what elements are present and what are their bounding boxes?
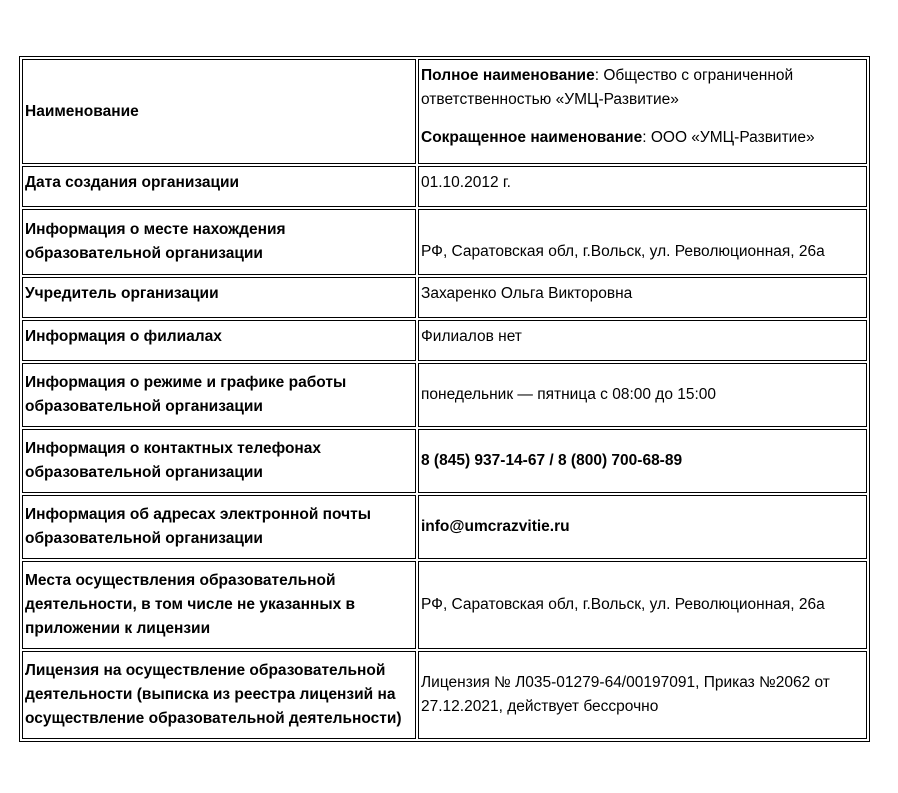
- value-location: РФ, Саратовская обл, г.Вольск, ул. Революционная, 26а: [418, 209, 867, 275]
- value-activity-places: РФ, Саратовская обл, г.Вольск, ул. Революционная, 26а: [418, 561, 867, 649]
- label-founder: Учредитель организации: [22, 277, 416, 318]
- short-name-value: : ООО «УМЦ-Развитие»: [642, 129, 815, 146]
- table-row: [22, 363, 867, 427]
- value-phones: 8 (845) 937-14-67 / 8 (800) 700-68-89: [418, 429, 867, 493]
- organization-info-table: [19, 56, 870, 742]
- table-row: [22, 651, 867, 739]
- label-branches: Информация о филиалах: [22, 320, 416, 361]
- value-email: info@umcrazvitie.ru: [418, 495, 867, 559]
- table-row: [22, 209, 867, 275]
- full-name: [421, 64, 864, 112]
- table-row: [22, 166, 867, 207]
- label-name: Наименование: [22, 59, 416, 164]
- label-activity-places: Места осуществления образовательной деятельности, в том числе не указанных в приложении к лицензии: [22, 561, 416, 649]
- label-location: Информация о месте нахождения образовательной организации: [22, 209, 416, 275]
- label-license: Лицензия на осуществление образовательной деятельности (выписка из реестра лицензий на осуществление образовательной деятельности): [22, 651, 416, 739]
- table-row: [22, 495, 867, 559]
- info-table-wrapper: [19, 56, 870, 742]
- table-row: [22, 561, 867, 649]
- table-row: [22, 320, 867, 361]
- table-row: [22, 59, 867, 164]
- value-founder: Захаренко Ольга Викторовна: [418, 277, 867, 318]
- value-name: [418, 59, 867, 164]
- table-row: [22, 429, 867, 493]
- value-branches: Филиалов нет: [418, 320, 867, 361]
- label-email: Информация об адресах электронной почты образовательной организации: [22, 495, 416, 559]
- label-creation-date: Дата создания организации: [22, 166, 416, 207]
- short-name: [421, 126, 864, 150]
- full-name-label: Полное наименование: [421, 67, 595, 84]
- table-row: [22, 277, 867, 318]
- short-name-label: Сокращенное наименование: [421, 129, 643, 146]
- label-schedule: Информация о режиме и графике работы образовательной организации: [22, 363, 416, 427]
- label-phones: Информация о контактных телефонах образовательной организации: [22, 429, 416, 493]
- value-schedule: понедельник — пятница с 08:00 до 15:00: [418, 363, 867, 427]
- value-creation-date: 01.10.2012 г.: [418, 166, 867, 207]
- value-license: Лицензия № Л035-01279-64/00197091, Приказ №2062 от 27.12.2021, действует бессрочно: [418, 651, 867, 739]
- full-name-value: : Общество с ограниченной ответственностью «УМЦ-Развитие»: [421, 67, 794, 108]
